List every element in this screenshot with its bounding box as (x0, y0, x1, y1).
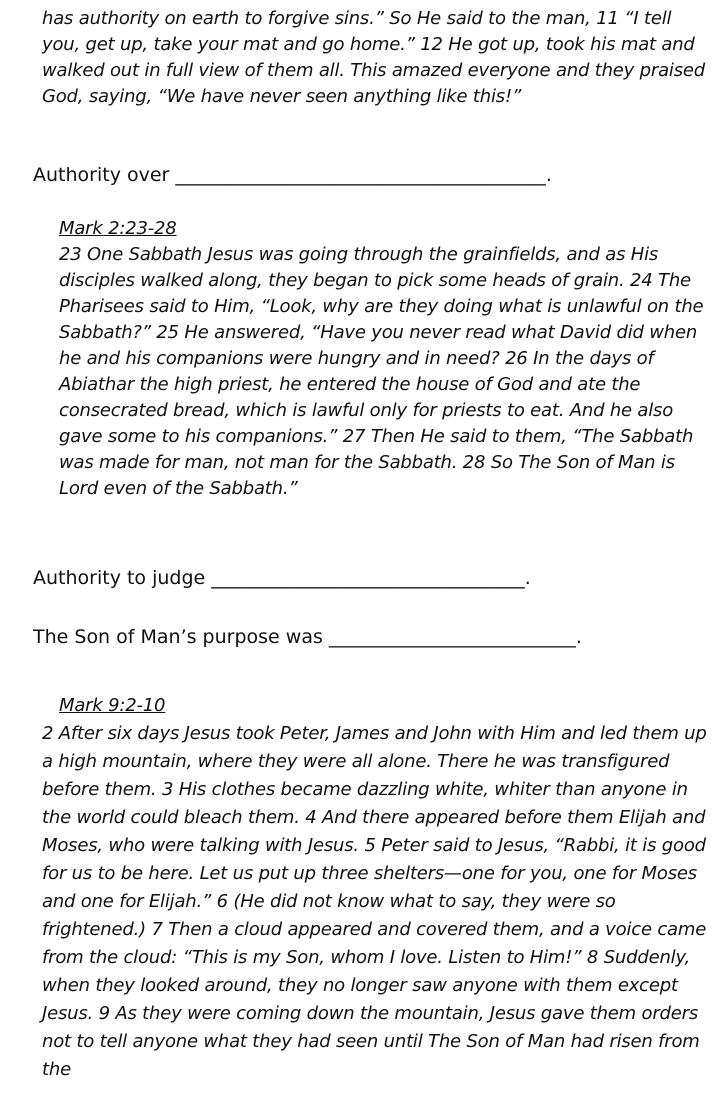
passage-text: 2 After six days Jesus took Peter, James and John with Him and led them up a high mountain, where they were all alone. There he was transfigured before them. 3 His clothes became dazzling white, whiter than anyone in the world could bleach them. 4 And there appeared before them Elijah and Moses, who were talking with Jesus. 5 Peter said to Jesus, “Rabbi, it is good for us to be here. Let us put up three shelters—one for you, one for Moses and one for Elijah.” 6 (He did not know what to say, they were so frightened.) 7 Then a cloud appeared and covered them, and a voice came from the cloud: “This is my Son, whom I love. Listen to Him!” 8 Suddenly, when they looked around, they no longer saw anyone with them except Jesus. 9 As they were coming down the mountain, Jesus gave them orders not to tell anyone what they had seen until The Son of Man had risen from the (42, 723, 707, 1080)
passage-mark-2-continued (42, 6, 707, 110)
passage-reference: Mark 9:2-10 (59, 695, 166, 716)
passage-mark-2-23-28 (59, 216, 709, 502)
passage-text: has authority on earth to forgive sins.” So He said to the man, 11 “I tell you, get up, take your mat and go home.” 12 He got up, took his mat and walked out in full view of them all. This amazed everyone and they praised God, saying, “We have never seen anything like this!” (42, 8, 705, 107)
passage-mark-9-2-10 (42, 692, 707, 1084)
fill-in-authority-to-judge: Authority to judge _________________________________. (33, 567, 531, 589)
fill-in-son-of-man-purpose: The Son of Man’s purpose was __________________________. (33, 626, 582, 648)
passage-reference: Mark 2:23-28 (59, 218, 177, 239)
fill-in-authority-over: Authority over _______________________________________. (33, 164, 552, 186)
passage-text: 23 One Sabbath Jesus was going through the grainfields, and as His disciples walked along, they began to pick some heads of grain. 24 The Pharisees said to Him, “Look, why are they doing what is unlawful on the Sabbath?” 25 He answered, “Have you never read what David did when he and his companions were hungry and in need? 26 In the days of Abiathar the high priest, he entered the house of God and ate the consecrated bread, which is lawful only for priests to eat. And he also gave some to his companions.” 27 Then He said to them, “The Sabbath was made for man, not man for the Sabbath. 28 So The Son of Man is Lord even of the Sabbath.” (59, 244, 704, 499)
